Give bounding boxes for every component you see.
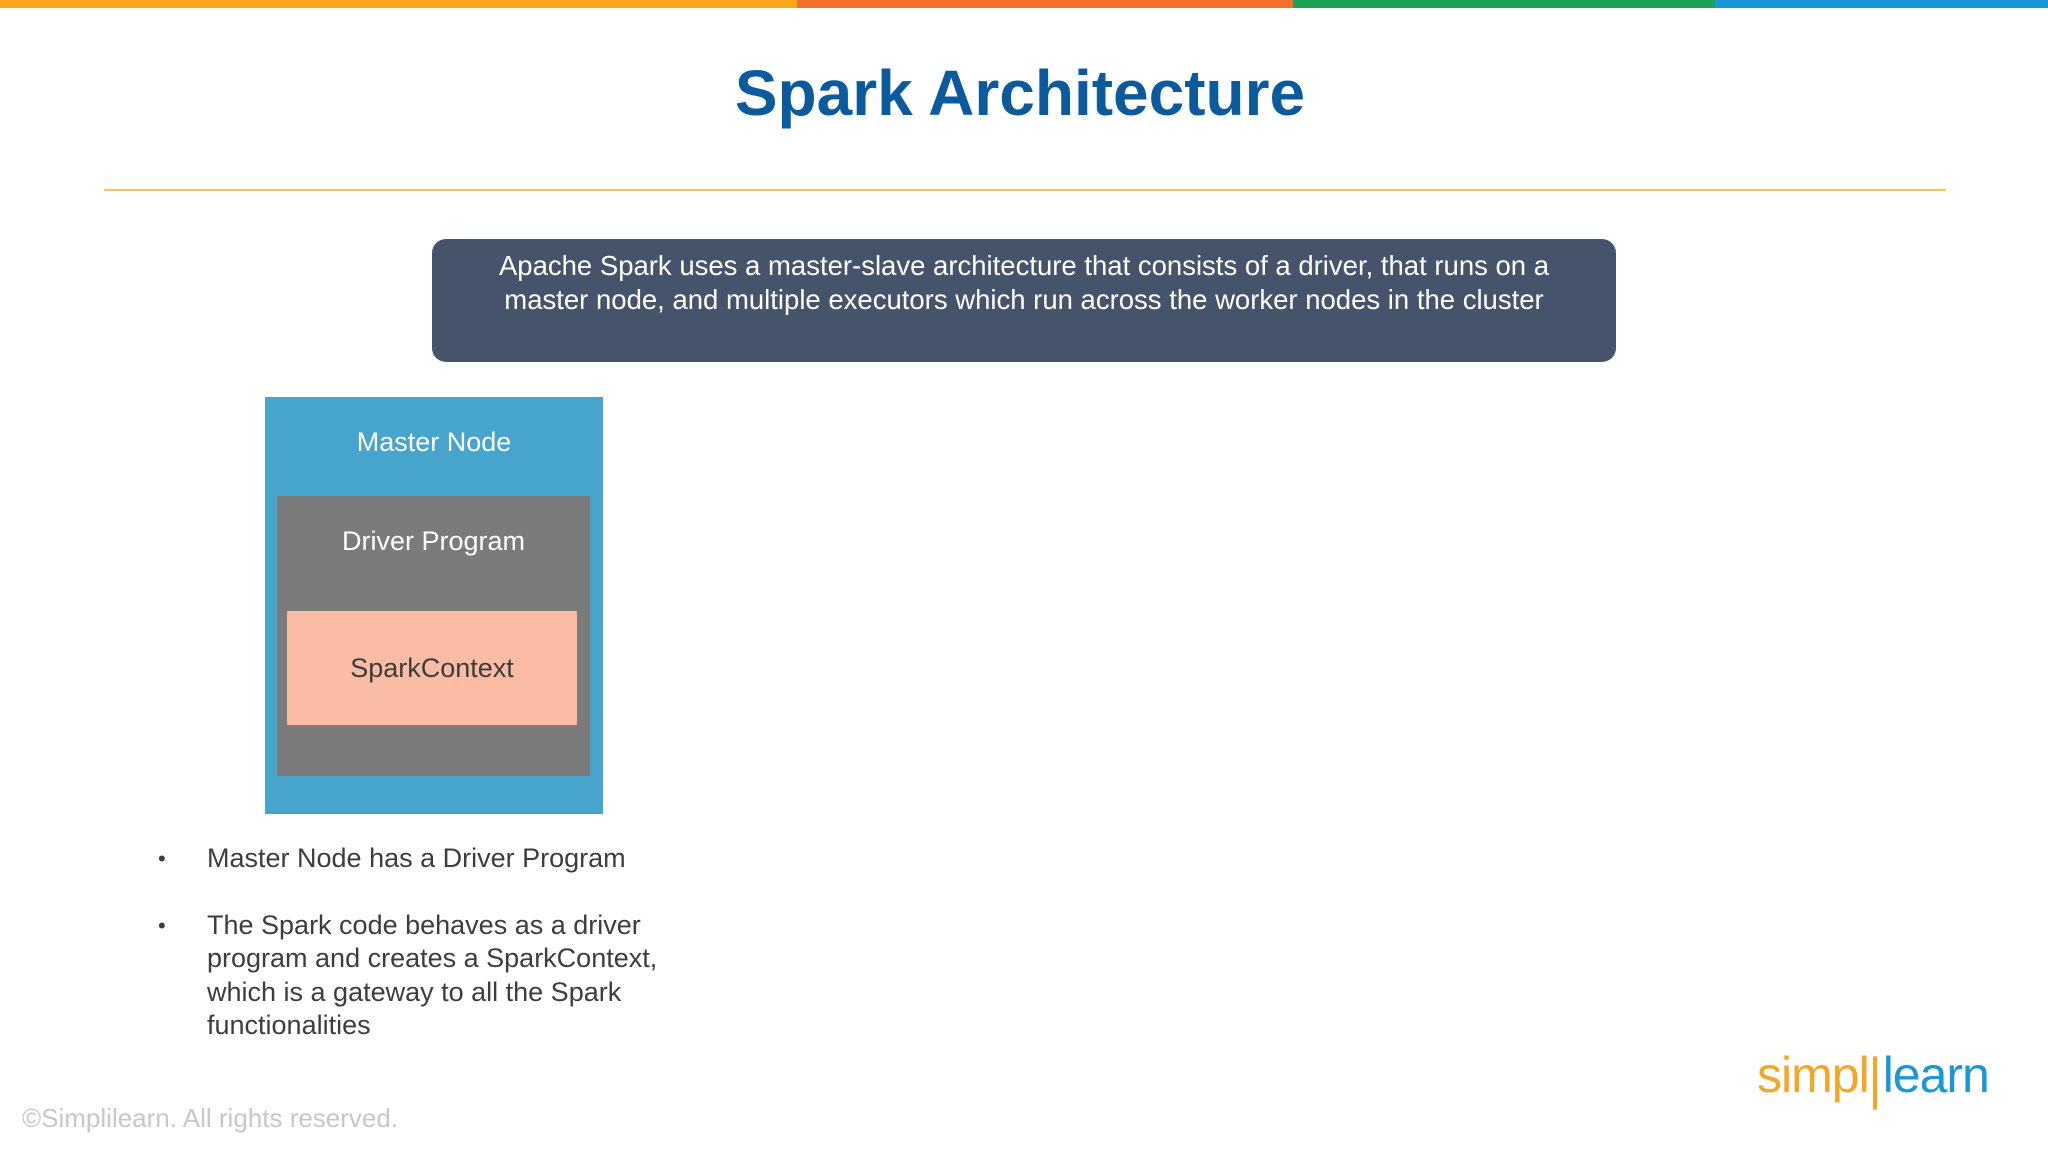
bullet-text: Master Node has a Driver Program [207,843,626,873]
list-item [155,909,715,1043]
driver-program-box [277,496,590,776]
copyright-notice: ©Simplilearn. All rights reserved. [22,1103,399,1133]
driver-program-label: Driver Program [341,526,526,556]
top-bar-segment-green [1293,0,1715,8]
top-bar-segment-red-orange [797,0,1293,8]
bullet-list [155,842,715,1076]
logo-divider-mark [1873,1056,1877,1110]
bullet-text: The Spark code behaves as a driver program and creates a SparkContext, which is a gateway to all the Spark functionalities [207,909,658,1040]
master-node-label: Master Node [356,427,512,457]
title-divider [104,189,1946,191]
intro-callout [432,239,1616,362]
logo-text-right: learn [1882,1047,1989,1103]
top-bar-segment-blue [1715,0,2048,8]
slide-title: Spark Architecture [734,57,1306,129]
simplilearn-logo [1757,1035,1989,1115]
spark-context-box [287,611,577,725]
bullet-marker: • [158,912,166,938]
top-bar-segment-orange [0,0,797,8]
logo-text-left: simpl [1757,1047,1869,1103]
list-item [155,842,715,876]
master-node-box [265,397,603,814]
intro-text: Apache Spark uses a master-slave architecture that consists of a driver, that runs on a master node, and multiple executors which run across the worker nodes in the cluster [498,250,1550,315]
bullet-marker: • [158,846,166,871]
top-color-bar [0,0,2048,8]
spark-context-label: SparkContext [350,652,514,683]
